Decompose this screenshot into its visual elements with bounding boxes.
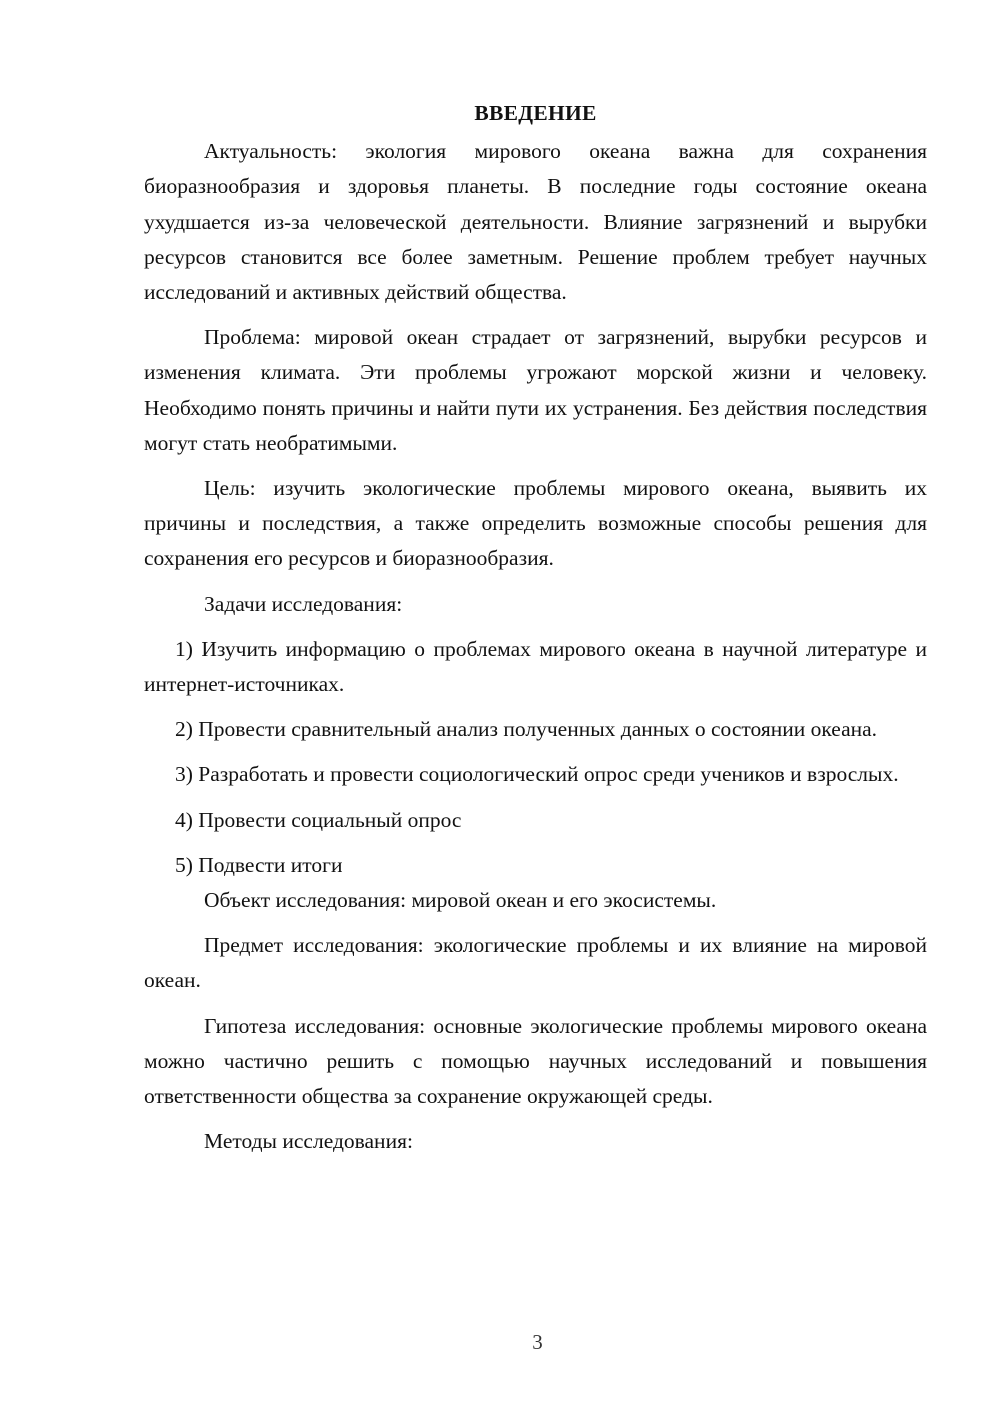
problem-paragraph: Проблема: мировой океан страдает от загрязнений, вырубки ресурсов и изменения климата. Эти проблемы угрожают морской жизни и человеку. Необходимо понять причины и найти пути их устранения. Без действия последствия могут стать необратимыми. xyxy=(144,325,927,455)
task-item: 3) Разработать и провести социологический опрос среди учеников и взрослых. xyxy=(175,762,899,787)
section-title: ВВЕДЕНИЕ xyxy=(474,101,597,125)
tasks-heading: Задачи исследования: xyxy=(204,591,403,616)
task-item: 2) Провести сравнительный анализ полученных данных о состоянии океана. xyxy=(175,717,878,742)
object-paragraph: Объект исследования: мировой океан и его экосистемы. xyxy=(204,888,717,913)
task-item: 5) Подвести итоги xyxy=(175,852,343,877)
methods-heading: Методы исследования: xyxy=(204,1129,413,1154)
relevance-paragraph: Актуальность: экология мирового океана важна для сохранения биоразнообразия и здоровья планеты. В последние годы состояние океана ухудшается из-за человеческой деятельности. Влияние загрязнений и вырубки ресурсов становится все более заметным. Решение проблем требует научных исследований и активных действий общества. xyxy=(144,139,927,305)
page-content xyxy=(144,96,927,1169)
task-item: 4) Провести социальный опрос xyxy=(175,807,462,832)
page-number: 3 xyxy=(532,1330,543,1354)
subject-paragraph: Предмет исследования: экологические проблемы и их влияние на мировой океан. xyxy=(144,933,927,993)
task-item: 1) Изучить информацию о проблемах мирового океана в научной литературе и интернет-источниках. xyxy=(144,636,927,697)
hypothesis-paragraph: Гипотеза исследования: основные экологические проблемы мирового океана можно частично решить с помощью научных исследований и повышения ответственности общества за сохранение окружающей среды. xyxy=(144,1013,927,1109)
goal-paragraph: Цель: изучить экологические проблемы мирового океана, выявить их причины и последствия, а также определить возможные способы решения для сохранения его ресурсов и биоразнообразия. xyxy=(144,476,927,571)
